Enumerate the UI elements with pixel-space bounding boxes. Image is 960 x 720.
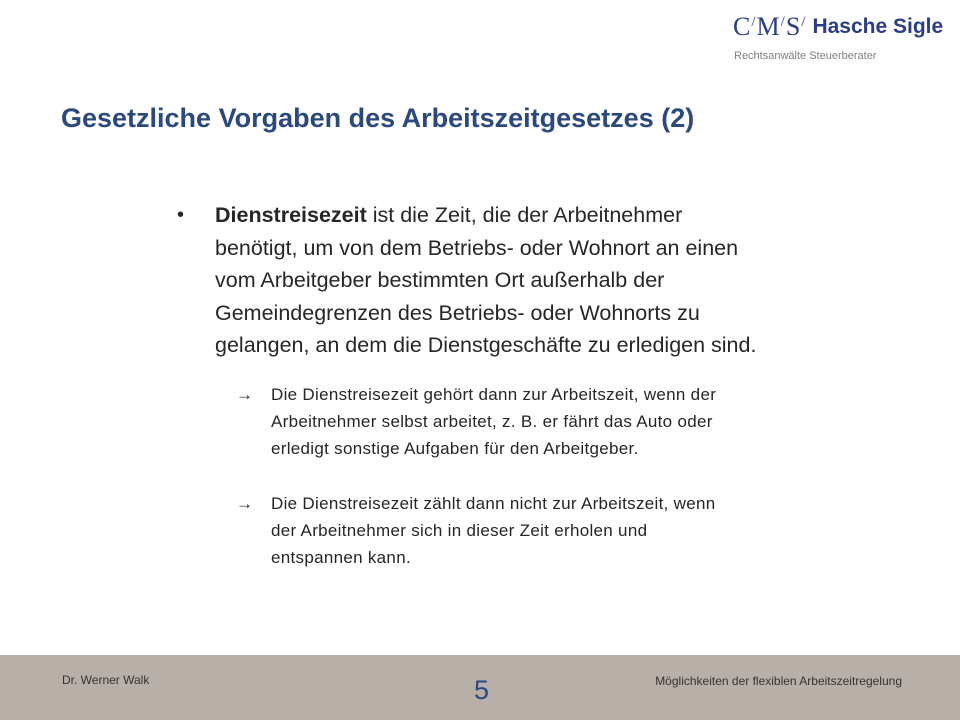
footer-bar (0, 655, 960, 720)
sub-item-line: Arbeitnehmer selbst arbeitet, z. B. er fährt das Auto oder (271, 412, 713, 431)
sub-item-line: der Arbeitnehmer sich in dieser Zeit erholen und (271, 521, 648, 540)
sub-item-arbeitszeit (236, 381, 931, 462)
logo-slash: / (780, 14, 785, 30)
slide-title: Gesetzliche Vorgaben des Arbeitszeitgesetzes (2) (61, 103, 695, 133)
footer-author: Dr. Werner Walk (62, 673, 150, 687)
bullet-line-2: benötigt, um von dem Betriebs- oder Wohnort an einen (215, 235, 739, 260)
logo-letter-m: M (756, 12, 780, 41)
arrow-icon: → (236, 385, 254, 404)
logo-letter-c: C (733, 12, 751, 41)
bullet-line-5: gelangen, an dem die Dienstgeschäfte zu erledigen sind. (215, 333, 757, 357)
bullet-marker: • (177, 204, 185, 226)
logo-slash: / (801, 14, 806, 30)
sub-item-line: Die Dienstreisezeit zählt dann nicht zur Arbeitszeit, wenn (271, 494, 716, 513)
page-number: 5 (474, 675, 490, 705)
bullet-term: Dienstreisezeit (215, 203, 367, 227)
main-bullet (177, 199, 915, 362)
arrow-icon: → (236, 494, 254, 513)
logo-wordmark (733, 14, 943, 40)
logo-slash: / (751, 14, 756, 30)
bullet-line-3: vom Arbeitgeber bestimmten Ort außerhalb der (215, 268, 665, 292)
sub-item-line: entspannen kann. (271, 548, 411, 567)
footer-topic: Möglichkeiten der flexiblen Arbeitszeitregelung (655, 674, 902, 688)
bullet-line-4: Gemeindegrenzen des Betriebs- oder Wohnorts zu (215, 300, 700, 325)
cms-hasche-sigle-logo (733, 12, 944, 70)
logo-firm-name: Hasche Sigle (812, 15, 944, 38)
bullet-line-1-text: ist die Zeit, die der Arbeitnehmer (366, 203, 683, 227)
logo-tagline: Rechtsanwälte Steuerberater (734, 50, 877, 62)
sub-item-line: Die Dienstreisezeit gehört dann zur Arbeitszeit, wenn der (271, 385, 717, 404)
sub-item-line: erledigt sonstige Aufgaben für den Arbeitgeber. (271, 439, 639, 458)
logo-letter-s: S (785, 12, 801, 41)
sub-item-keine-arbeitszeit (236, 490, 931, 571)
bullet-line-1 (215, 199, 915, 232)
